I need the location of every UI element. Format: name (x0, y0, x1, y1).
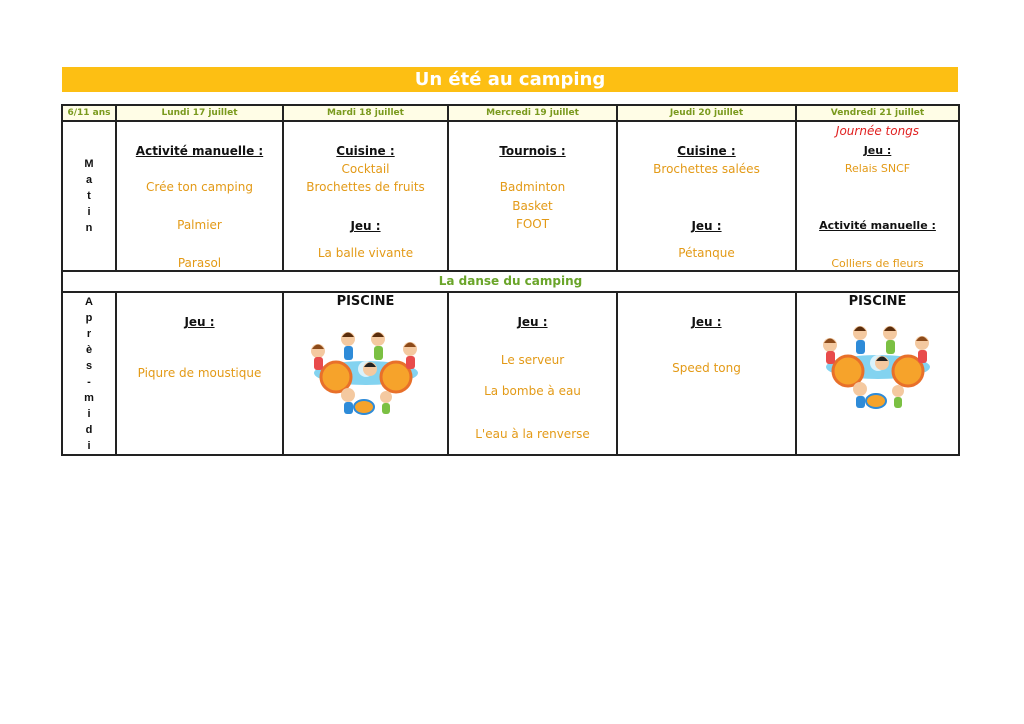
age-group-header: 6/11 ans (62, 105, 116, 121)
morning-thursday (617, 121, 796, 271)
activity-item: Le serveur (500, 353, 565, 367)
activity-heading: Jeu : (691, 219, 722, 233)
pool-title: PISCINE (848, 294, 907, 309)
day-header-friday: Vendredi 21 juillet (796, 105, 959, 121)
morning-friday (796, 121, 959, 271)
afternoon-row (62, 292, 959, 455)
kids-pool-illustration (306, 325, 426, 417)
activity-item: Badminton (499, 180, 566, 194)
activity-heading: Jeu : (517, 315, 548, 329)
activity-heading: Tournois : (499, 144, 566, 158)
midday-row (62, 271, 959, 292)
morning-wednesday (448, 121, 617, 271)
activity-item: Brochettes salées (653, 162, 760, 176)
activity-item: La balle vivante (317, 246, 414, 260)
activity-heading: Cuisine : (336, 144, 395, 158)
activity-item: Relais SNCF (844, 162, 911, 175)
activity-item: La bombe à eau (484, 384, 581, 398)
activity-heading: Cuisine : (677, 144, 736, 158)
highlight-text: Journée tongs (835, 124, 920, 138)
afternoon-thursday (617, 292, 796, 455)
morning-row (62, 121, 959, 271)
activity-heading: Jeu : (184, 315, 215, 329)
day-header-monday: Lundi 17 juillet (116, 105, 283, 121)
activity-item: Brochettes de fruits (306, 180, 425, 194)
activity-heading: Activité manuelle : (135, 144, 264, 158)
activity-item: L'eau à la renverse (475, 427, 590, 441)
activity-item: Pétanque (678, 246, 735, 260)
activity-item: Basket (512, 199, 553, 213)
day-header-wednesday: Mercredi 19 juillet (448, 105, 617, 121)
afternoon-wednesday (448, 292, 617, 455)
morning-label: M a t i n (62, 121, 116, 271)
day-header-tuesday: Mardi 18 juillet (283, 105, 448, 121)
kids-pool-illustration (818, 319, 938, 411)
header-row (62, 105, 959, 121)
pool-title: PISCINE (336, 294, 395, 309)
page-title: Un été au camping (62, 67, 958, 92)
activity-item: Palmier (177, 218, 222, 232)
afternoon-label: A p r è s - m i d i (62, 292, 116, 455)
morning-monday (116, 121, 283, 271)
activity-heading: Jeu : (691, 315, 722, 329)
afternoon-friday (796, 292, 959, 455)
activity-item: Piqure de moustique (137, 366, 262, 380)
activity-item: Crée ton camping (146, 180, 253, 194)
activity-heading: Jeu : (350, 219, 381, 233)
activity-heading: Jeu : (863, 144, 892, 157)
day-header-thursday: Jeudi 20 juillet (617, 105, 796, 121)
midday-event: La danse du camping (62, 271, 959, 292)
activity-item: FOOT (515, 217, 550, 231)
activity-item: Cocktail (341, 162, 390, 176)
activity-item: Speed tong (672, 361, 741, 375)
activity-item: Parasol (177, 256, 222, 270)
afternoon-monday (116, 292, 283, 455)
activity-item: Colliers de fleurs (831, 257, 924, 270)
afternoon-tuesday (283, 292, 448, 455)
activity-heading: Activité manuelle : (819, 219, 936, 232)
schedule-table (61, 104, 960, 456)
morning-tuesday (283, 121, 448, 271)
